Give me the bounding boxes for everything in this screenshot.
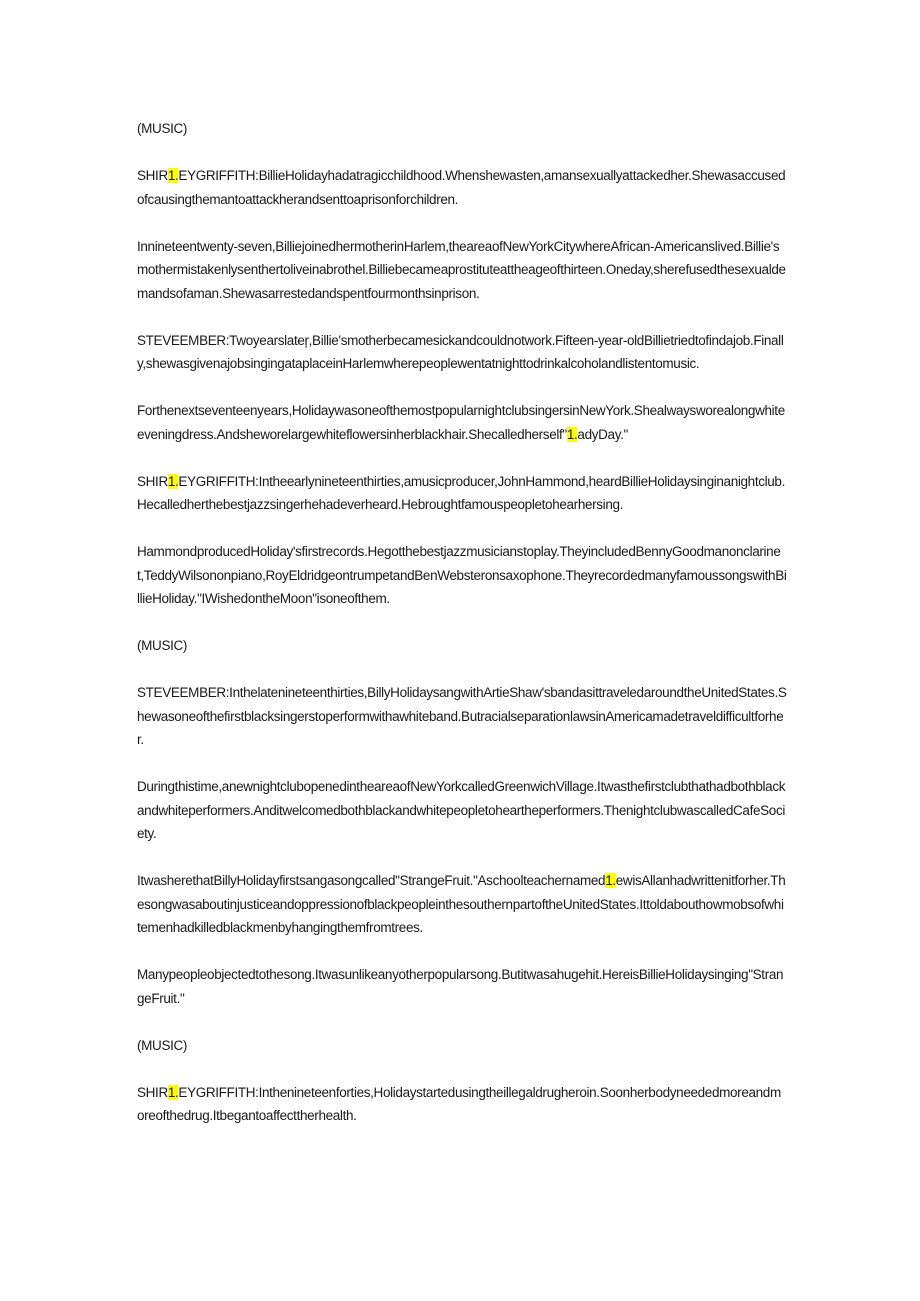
transcript-paragraph [137, 540, 787, 611]
paragraph-text: Manypeopleobjectedtothesong.Itwasunlikeanyotherpopularsong.Butitwasahugehit.HereisBillieHolidaysinging"StrangeFruit." [137, 967, 784, 1006]
paragraph-text: (MUSIC) [137, 638, 188, 653]
transcript-paragraph [137, 329, 787, 376]
paragraph-text: Duringthistime,anewnightclubopenedintheareaofNewYorkcalledGreenwichVillage.Itwasthefirstclubthathadbothblackandwhiteperformers.Anditwelcomedbothblackandwhitepeopletoheartheperformers.ThenightclubwascalledCafeSociety. [137, 779, 786, 841]
highlighted-marker: 1. [167, 1084, 179, 1100]
transcript-paragraph [137, 1081, 787, 1128]
paragraph-text: adyDay." [577, 426, 628, 442]
highlighted-marker: 1. [167, 473, 179, 489]
paragraph-text: ItwasherethatBillyHolidayfirstsangasongcalled"StrangeFruit."Aschoolteachernamed [137, 873, 606, 888]
transcript-paragraph [137, 235, 787, 306]
transcript-paragraph [137, 681, 787, 752]
transcript-paragraph [137, 1034, 787, 1058]
transcript-paragraph [137, 164, 787, 211]
transcript-paragraph [137, 634, 787, 658]
highlighted-marker: 1. [605, 873, 616, 888]
paragraph-text: Innineteentwenty-seven,BilliejoinedhermotherinHarlem,theareaofNewYorkCitywhereAfrican-Americanslived.Billie'smothermistakenlysenthertoliveinabrothel.Billiebecameaprostituteattheageofthirteen.Oneday,sherefusedthesexualdemandsofaman.Shewasarrestedandspentfourmonthsinprison. [137, 238, 786, 301]
highlighted-marker: 1. [167, 168, 179, 183]
paragraph-text: EYGRIFFITH:Intheearlynineteenthirties,amusicproducer,JohnHammond,heardBillieHolidaysinginanightclub.Hecalledherthebestjazzsingerhehadeverheard.Hebroughtfamouspeopletohearhersing. [137, 473, 785, 512]
paragraph-text: STEVEEMBER:Inthelatenineteenthirties,BillyHolidaysangwithArtieShaw'sbandasittraveledaroundtheUnitedStates.Shewasoneofthefirstblacksingerstoperformwithawhiteband.ButracialseparationlawsinAmericamadetraveldifficultforher. [137, 685, 787, 747]
paragraph-text: EYGRIFFITH:BillieHolidayhadatragicchildhood.Whenshewasten,amansexuallyattackedher.Shewasaccusedofcausingthemantoattackherandsenttoaprisonforchildren. [137, 168, 786, 207]
highlighted-marker: 1. [566, 426, 578, 442]
paragraph-text: Forthenextseventeenyears,HolidaywasoneofthemostpopularnightclubsingersinNewYork.Shealwaysworealongwhiteeveningdress.Andsheworelargewhiteflowersinherblackhair.Shecalledherself" [137, 403, 785, 442]
transcript-paragraph [137, 869, 787, 940]
paragraph-text: (MUSIC) [137, 1037, 188, 1053]
paragraph-text: STEVEEMBER:Twoyearslateŗ,Billie'smotherbecamesickandcouldnotwork.Fifteen-year-oldBillietriedtofindajob.Finally,shewasgivenajobsingingataplaceinHarlemwherepeoplewentatnighttodrinkalcoholandlistentomusic. [137, 332, 784, 371]
transcript-paragraph [137, 399, 787, 446]
paragraph-text: SHIR [137, 473, 168, 489]
paragraph-text: SHIR [137, 168, 168, 183]
transcript-paragraph [137, 470, 787, 517]
paragraph-text: EYGRIFFITH:Inthenineteenforties,Holidaystartedusingtheillegaldrugheroin.Soonherbodyneededmoreandmoreofthedrug.Itbegantoaffecttherhealth. [137, 1084, 781, 1123]
transcript-paragraph [137, 117, 787, 141]
paragraph-text: ewisAllanhadwrittenitforher.ThesongwasaboutinjusticeandoppressionofblackpeopleinthesouthernpartoftheUnitedStates.Ittoldabouthowmobsofwhitemenhadkilledblackmenbyhangingthemfromtrees. [137, 873, 786, 935]
transcript-paragraph [137, 775, 787, 846]
paragraph-text: (MUSIC) [137, 121, 188, 136]
transcript-body [137, 117, 787, 1151]
transcript-paragraph [137, 963, 787, 1010]
paragraph-text: SHIR [137, 1084, 168, 1100]
paragraph-text: HammondproducedHoliday'sfirstrecords.Hegotthebestjazzmusicianstoplay.TheyincludedBennyGoodmanonclarinet,TeddyWilsononpiano,RoyEldridgeontrumpetandBenWebsteronsaxophone.TheyrecordedmanyfamoussongswithBillieHoliday."IWishedontheMoon"isoneofthem. [137, 544, 787, 606]
